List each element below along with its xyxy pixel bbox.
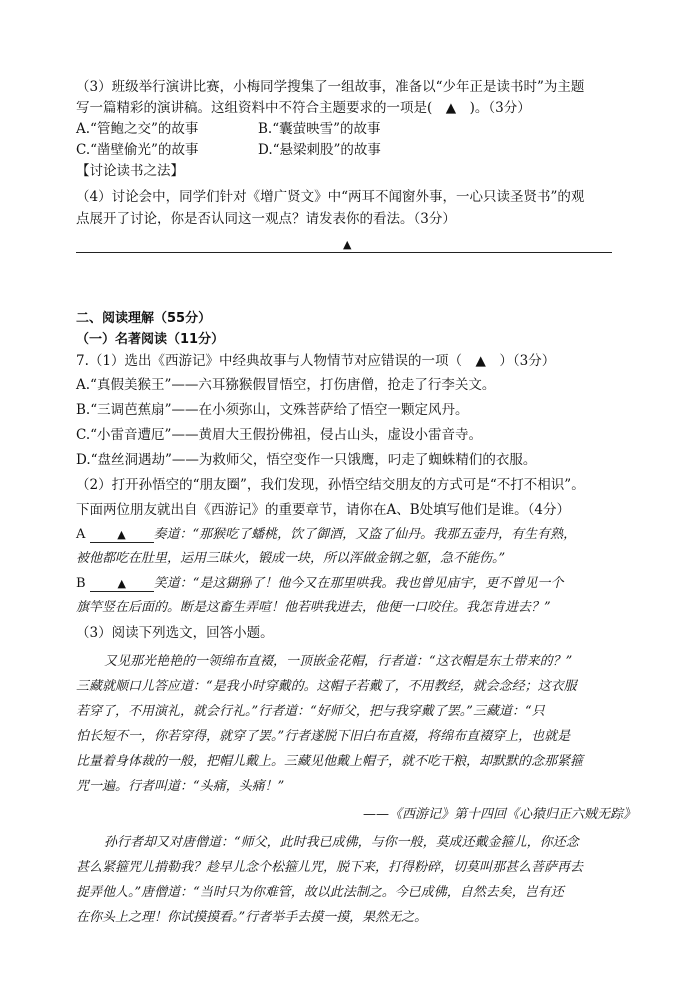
passage2-line: 孙行者却又对唐僧道：“师父，此时我已成佛，与你一般，莫成还戴金箍儿，你还念 [104,835,579,850]
friend-a-quote2: 被他都吃在肚里，运用三昧火，锻成一块，所以浑做金钢之躯，急不能伤。” [76,551,506,566]
q7-stem: 7.（1）选出《西游记》中经典故事与人物情节对应错误的一项（ ▲ ）（3分） [76,353,556,369]
friend-b-line1 [76,574,563,594]
section-title: 二、阅读理解（55分） [76,311,212,326]
passage1-line: 比量着身体裁的一般，把帽儿戴上。三藏见他戴上帽子，就不吃干粮，却默默的念那紧箍 [76,754,584,769]
q3-option-d: D.“悬梁刺股”的故事 [258,142,381,158]
discuss-heading: 【讨论读书之法】 [76,163,184,179]
q3-line2: 写一篇精彩的演讲稿。这组资料中不符合主题要求的一项是( ▲ )。（3分） [76,100,531,116]
friend-a-quote1: 奏道：“那猴吃了蟠桃，饮了御酒，又盗了仙丹。我那五壶丹，有生有熟， [153,527,577,542]
passage2-line: 捉弄他人。”唐僧道：“当时只为你难管，故以此法制之。今已成佛，自然去矣，岂有还 [76,885,564,900]
friend-b-blank[interactable] [90,577,154,592]
friend-a-label: A [76,527,86,542]
q7-2-line2: 下面两位朋友就出自《西游记》的重要章节，请你在A、B处填写他们是谁。（4分） [76,502,571,518]
q7-2-line1: （2）打开孙悟空的“朋友圈”，我们发现，孙悟空结交朋友的方式可是“不打不相识”。 [76,477,585,493]
passage1-line: 怕长短不一，你若穿得，就穿了罢。”行者遂脱下旧白布直裰，将绵布直裰穿上，也就是 [76,729,571,744]
passage1-line: 又见那光艳艳的一领绵布直裰，一顶嵌金花帽，行者道：“这衣帽是东土带来的？” [104,654,573,669]
friend-a-line1 [76,525,576,545]
friend-b-quote2: 旗竿竖在后面的。断是这畜生弄喧！他若哄我进去，他便一口咬住。我怎肯进去？” [76,600,551,615]
q3-option-b: B.“囊萤映雪”的故事 [258,121,381,137]
passage2-line: 在你头上之理！你试摸摸看。”行者举手去摸一摸，果然无之。 [76,910,428,925]
discuss-line1: （4）讨论会中，同学们针对《增广贤文》中“两耳不闻窗外事，一心只读圣贤书”的观 [76,189,585,205]
q7-option-c: C.“小雷音遭厄”——黄眉大王假扮佛祖，侵占山头，虚设小雷音寺。 [76,427,482,443]
discuss-line2: 点展开了讨论，你是否认同这一观点？请发表你的看法。（3分） [76,211,456,227]
friend-b-label: B [76,576,86,591]
answer-mark: ▲ [343,238,352,251]
friend-b-mark: ▲ [117,577,126,590]
q7-3-intro: （3）阅读下列选文，回答小题。 [76,625,274,641]
q3-line1: （3）班级举行演讲比赛，小梅同学搜集了一组故事，准备以“少年正是读书时”为主题 [76,79,585,95]
passage1-line: 若穿了，不用演礼，就会行礼。”行者道：“好师父，把与我穿戴了罢。”三藏道：“只 [76,704,545,719]
passage1-line: 咒一遍。行者叫道：“头痛，头痛！” [76,779,285,794]
friend-b-quote1: 笑道：“是这猢狲了！他今又在那里哄我。我也曾见庙宇，更不曾见一个 [153,576,564,591]
q3-option-c: C.“凿壁偷光”的故事 [76,142,199,158]
friend-a-mark: ▲ [117,528,126,541]
passage2-line: 甚么紧箍咒儿掯勒我？趁早儿念个松箍儿咒，脱下来，打得粉碎，切莫叫那甚么菩萨再去 [76,860,584,875]
q7-option-a: A.“真假美猴王”——六耳猕猴假冒悟空，打伤唐僧，抢走了行李关文。 [76,377,496,393]
friend-a-blank[interactable] [90,528,154,543]
q7-option-b: B.“三调芭蕉扇”——在小须弥山，文殊菩萨给了悟空一颗定风丹。 [76,402,469,418]
passage1-source: ——《西游记》第十四回《心猿归正六贼无踪》 [362,807,636,822]
passage1-line: 三藏就顺口儿答应道：“是我小时穿戴的。这帽子若戴了，不用教经，就会念经；这衣服 [76,679,577,694]
q3-option-a: A.“管鲍之交”的故事 [76,121,199,137]
section-subtitle: （一）名著阅读（11分） [76,332,225,347]
q7-option-d: D.“盘丝洞遇劫”——为救师父，悟空变作一只饿鹰，叼走了蜘蛛精们的衣服。 [76,452,537,468]
answer-line[interactable] [76,252,612,253]
